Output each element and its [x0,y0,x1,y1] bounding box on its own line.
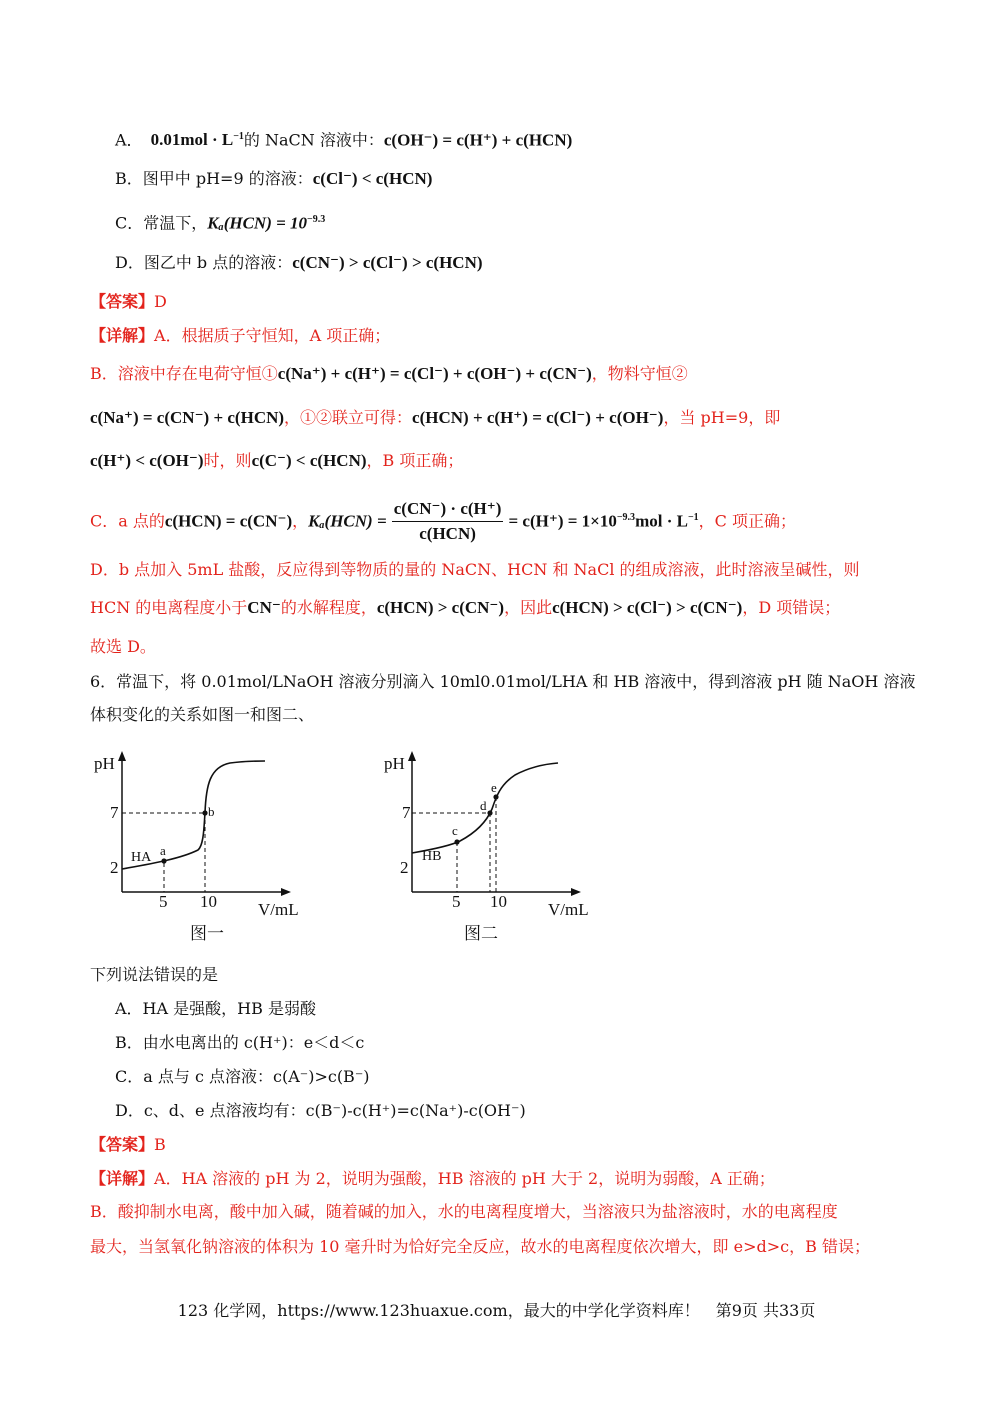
q6-detail-a: 【详解】A．HA 溶液的 pH 为 2，说明为强酸，HB 溶液的 pH 大于 2，说明为弱酸，A 正确； [90,1169,775,1188]
ka-fraction: $\frac{c(CN^-) \cdot c(H^+)}{\text{c(HCN)}}$ [393,499,502,544]
q6-stem-line1: 6．常温下，将 0.01mol/LNaOH 溶液分别滴入 10ml0.01mol/LHA 和 HB 溶液中，得到溶液 pH 随 NaOH 溶液 [90,672,916,691]
fig1-y-arrow [118,751,126,761]
q5-option-b: B．图甲中 pH=9 的溶液：c(Cl⁻) < c(HCN) [115,169,433,188]
q5-option-c: C．常温下，$K_a(HCN) = 10^{-9.3}$ [115,213,326,233]
fig2-caption: 图二 [464,924,498,943]
fig1-xtick-10: 10 [200,892,217,911]
q5-detail-d-line1: D．b 点加入 5mL 盐酸，反应得到等物质的量的 NaCN、HCN 和 NaCl 的组成溶液，此时溶液呈碱性，则 [90,560,860,579]
q5-option-d: D．图乙中 b 点的溶液：c(CN⁻) > c(Cl⁻) > c(HCN) [115,253,483,272]
fig1-label-a: a [160,843,166,858]
fig1-xlabel: V/mL [258,900,299,919]
page-footer: 123 化学网，https://www.123huaxue.com，最大的中学化学资料库！ 第9页 共33页 [177,1301,816,1320]
fig2-ylabel: pH [384,754,405,773]
q6-option-a: A．HA 是强酸，HB 是弱酸 [115,999,316,1018]
fig1-ylabel: pH [94,754,115,773]
q5-detail-end: 故选 D。 [90,637,156,656]
fig2-x-arrow [571,888,581,896]
q6-option-b: B．由水电离出的 c(H⁺)：e＜d＜c [115,1033,365,1052]
fig2-xlabel: V/mL [548,900,589,919]
fig2-xtick-10: 10 [490,892,507,911]
fig2-point-e [493,794,498,799]
fig2-ytick-7: 7 [402,803,411,822]
q5-detail-d-line2: HCN 的电离程度小于CN⁻的水解程度，c(HCN) > c(CN⁻)，因此c(HCN) > c(Cl⁻) > c(CN⁻)，D 项错误； [90,598,841,617]
fig1-xtick-5: 5 [159,892,168,911]
fig1-label-b: b [208,804,215,819]
q5-detail-b-line2: c(Na⁺) = c(CN⁻) + c(HCN)，①②联立可得：c(HCN) + c(H⁺) = c(Cl⁻) + c(OH⁻)，当 pH=9，即 [90,408,781,427]
q5-option-a: A． $0.01mol \cdot L^{-1}$的 NaCN 溶液中：c(OH⁻) = c(H⁺) + c(HCN) [115,130,573,150]
fig1-x-arrow [281,888,291,896]
fig2-xtick-5: 5 [452,892,461,911]
fig2-y-arrow [408,751,416,761]
q5-detail-c: C．a 点的c(HCN) = c(CN⁻)，Kₐ(HCN) = $\frac{c(CN^-) \cdot c(H^+)}{\text{c(HCN)}}$ = $c(H^+) = 1\times 10^{-9.3}mol \cdot L^{-1}$，C 项正确； [90,492,796,547]
fig1-ytick-2: 2 [110,858,119,877]
q5-detail-b-line3: c(H⁺) < c(OH⁻)时，则c(C⁻) < c(HCN)，B 项正确； [90,451,464,470]
q6-answer: 【答案】B [90,1135,166,1154]
fig1-curve-label: HA [131,850,152,865]
fig1-point-b [202,810,207,815]
q6-detail-b-line1: B．酸抑制水电离，酸中加入碱，随着碱的加入，水的电离程度增大，当溶液只为盐溶液时，水的电离程度 [90,1202,838,1221]
q5-detail-a: 【详解】A．根据质子守恒知，A 项正确； [90,326,391,345]
q6-option-d: D．c、d、e 点溶液均有：c(B⁻)-c(H⁺)=c(Na⁺)-c(OH⁻) [115,1101,526,1120]
fig2-point-c [454,839,459,844]
figure-2-titration-curve [380,745,610,950]
fig1-point-a [161,858,166,863]
fig1-ytick-7: 7 [110,803,119,822]
q5-answer: 【答案】D [90,292,167,311]
q6-detail-b-line2: 最大，当氢氧化钠溶液的体积为 10 毫升时为恰好完全反应，故水的电离程度依次增大，即 e>d>c，B 错误； [90,1237,870,1256]
fig1-caption: 图一 [190,924,224,943]
q6-stem-line2: 体积变化的关系如图一和图二、 [90,705,315,724]
fig2-ytick-2: 2 [400,858,409,877]
fig2-label-d: d [480,798,487,813]
q6-prompt: 下列说法错误的是 [90,965,219,984]
q5-detail-b-line1: B．溶液中存在电荷守恒①c(Na⁺) + c(H⁺) = c(Cl⁻) + c(OH⁻) + c(CN⁻)，物料守恒② [90,364,688,383]
q6-option-c: C．a 点与 c 点溶液：c(A⁻)>c(B⁻) [115,1067,370,1086]
fig2-label-c: c [452,823,458,838]
fig2-point-d [487,810,492,815]
figure-1-titration-curve [90,745,320,950]
fig2-label-e: e [491,780,497,795]
fig2-curve-label: HB [422,849,442,864]
